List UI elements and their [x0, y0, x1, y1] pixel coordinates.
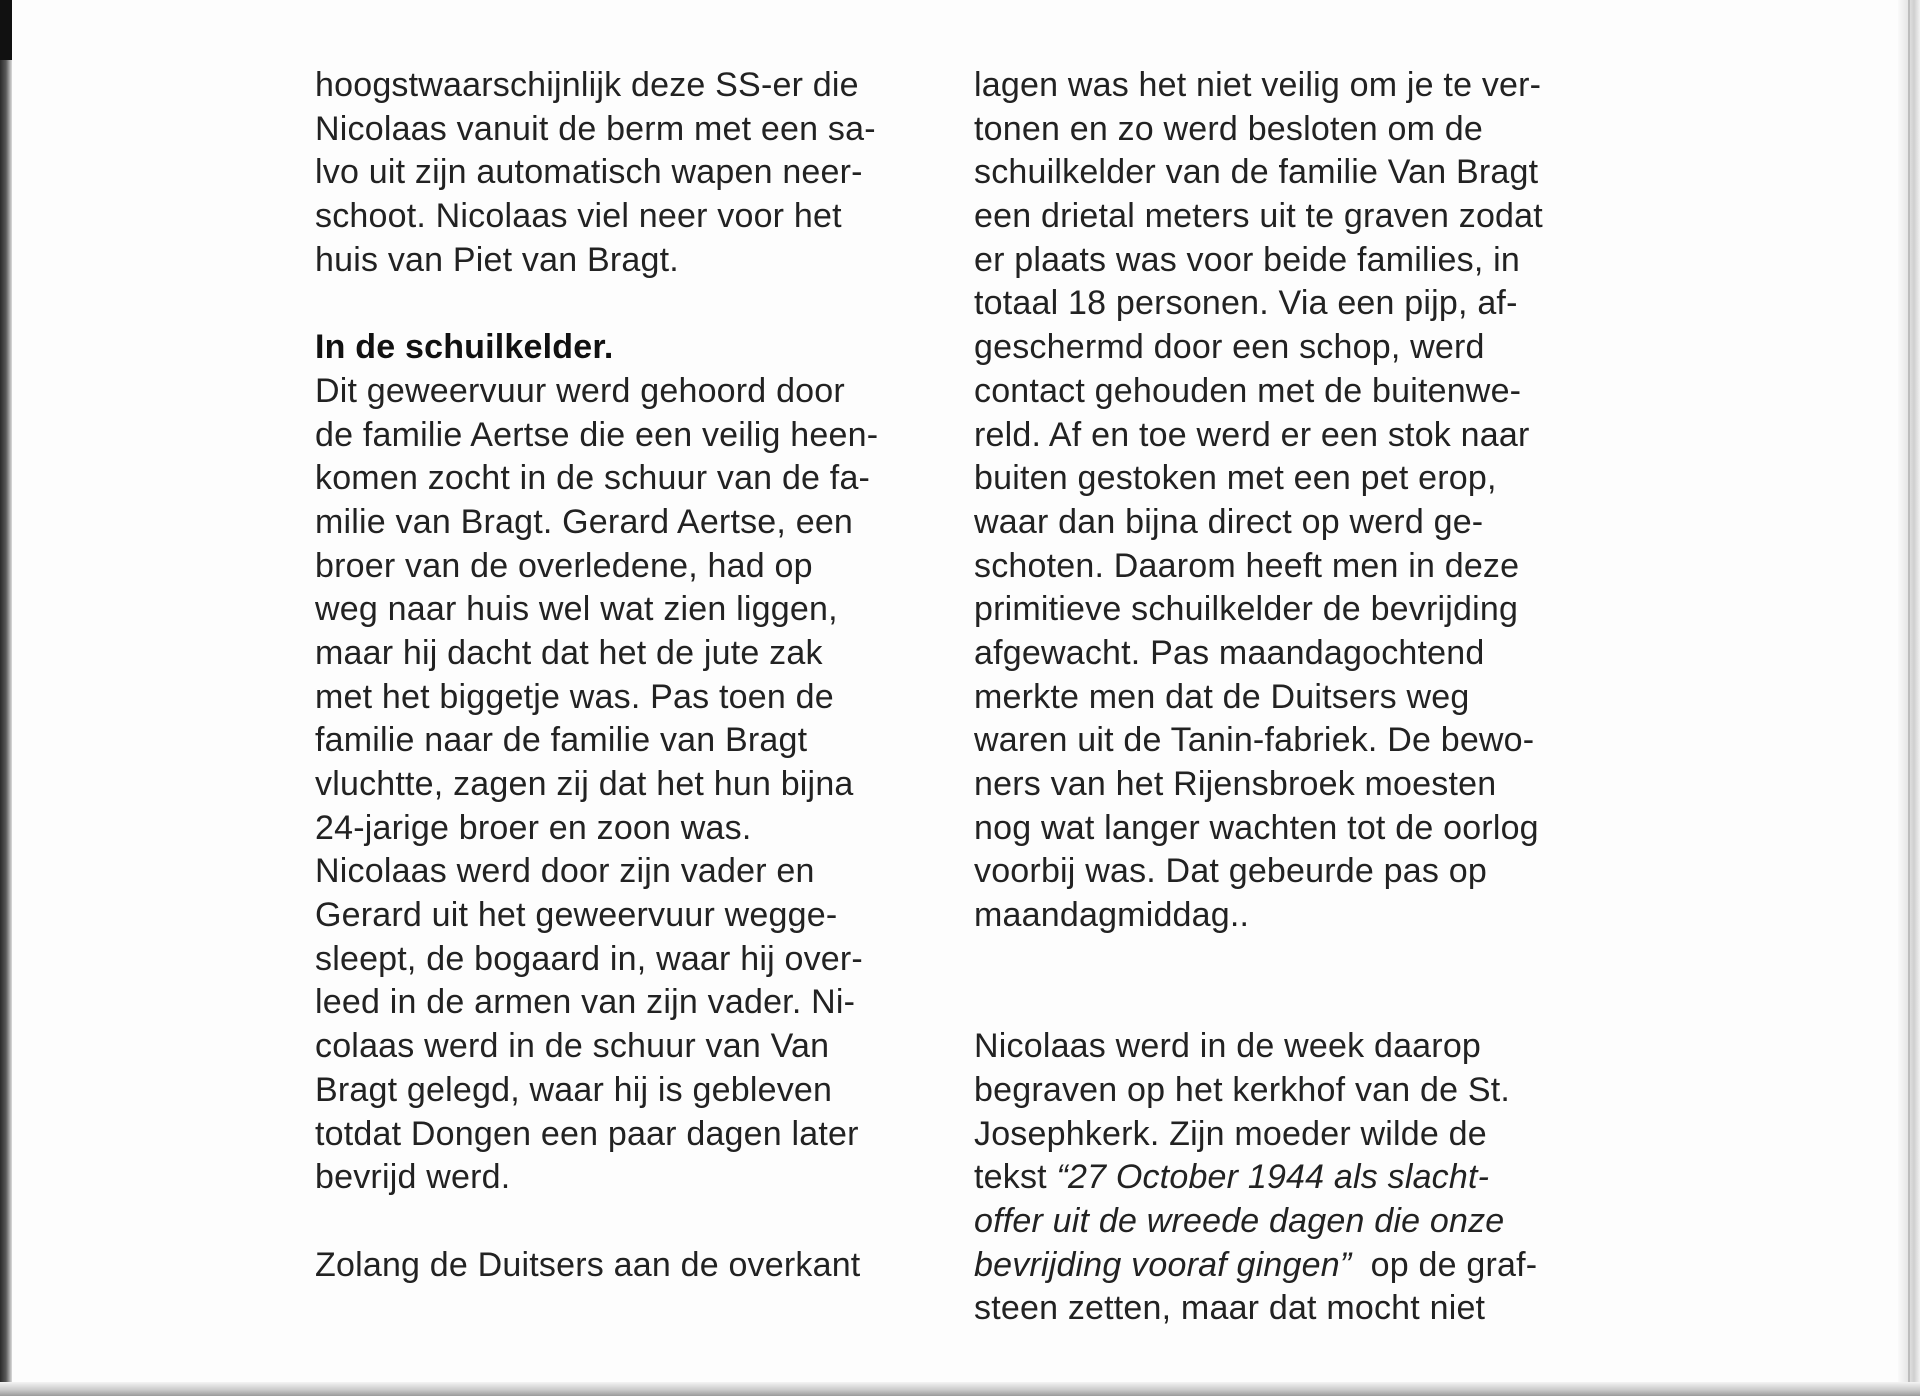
text-line: Nicolaas werd in de week daarop: [974, 1027, 1482, 1066]
text-run: tekst: [974, 1158, 1057, 1197]
paragraph-spacer: [315, 282, 955, 326]
text-line: colaas werd in de schuur van Van: [315, 1027, 830, 1066]
text-line: huis van Piet van Bragt.: [315, 240, 679, 279]
text-line: nog wat langer wachten tot de oorlog: [974, 808, 1539, 847]
text-line: er plaats was voor beide families, in: [974, 240, 1520, 279]
text-line: leed in de armen van zijn vader. Ni-: [315, 983, 856, 1022]
text-line: met het biggetje was. Pas toen de: [315, 677, 834, 716]
paragraph-spacer: [315, 1200, 955, 1244]
text-line: familie naar de familie van Bragt: [315, 721, 808, 760]
text-line: lagen was het niet veilig om je te ver-: [974, 66, 1542, 104]
text-line: reld. Af en toe werd er een stok naar: [974, 415, 1530, 454]
text-line: Gerard uit het geweervuur wegge-: [315, 896, 838, 935]
text-line: waren uit de Tanin-fabriek. De bewo-: [974, 721, 1535, 760]
text-line: ners van het Rijensbroek moesten: [974, 765, 1497, 803]
text-line: Bragt gelegd, waar hij is gebleven: [315, 1070, 833, 1109]
scan-right-line: [1908, 0, 1910, 1396]
text-line: Zolang de Duitsers aan de overkant: [315, 1245, 861, 1284]
left-column: [315, 64, 955, 1287]
text-line: Nicolaas vanuit de berm met een sa-: [315, 109, 876, 148]
quoted-epitaph: “27 October 1944 als slacht-: [1056, 1158, 1490, 1197]
text-line: afgewacht. Pas maandagochtend: [974, 633, 1485, 672]
text-line: maar hij dacht dat het de jute zak: [315, 633, 823, 672]
quoted-epitaph: bevrijding vooraf gingen”: [974, 1245, 1352, 1284]
text-line: tonen en zo werd besloten om de: [974, 109, 1483, 148]
text-line: de familie Aertse die een veilig heen-: [315, 415, 879, 454]
scan-left-edge: [0, 0, 12, 1396]
text-line: schoot. Nicolaas viel neer voor het: [315, 197, 842, 236]
text-line: Josephkerk. Zijn moeder wilde de: [974, 1114, 1487, 1153]
text-line: maandagmiddag..: [974, 896, 1250, 935]
text-line: broer van de overledene, had op: [315, 546, 813, 585]
text-line: lvo uit zijn automatisch wapen neer-: [315, 153, 863, 192]
text-line: milie van Bragt. Gerard Aertse, een: [315, 502, 854, 541]
text-line: waar dan bijna direct op werd ge-: [974, 502, 1484, 541]
paragraph-spacer: [974, 938, 1614, 982]
scan-bottom-edge: [0, 1382, 1920, 1396]
text-line: hoogstwaarschijnlijk deze SS-er die: [315, 66, 859, 104]
text-line: Dit geweervuur werd gehoord door: [315, 371, 845, 410]
text-line: [974, 1156, 1614, 1200]
text-run: op de graf-: [1351, 1245, 1538, 1284]
text-line: 24-jarige broer en zoon was.: [315, 808, 752, 847]
text-line: primitieve schuilkelder de bevrijding: [974, 590, 1519, 629]
text-line: begraven op het kerkhof van de St.: [974, 1070, 1511, 1109]
text-line: totaal 18 personen. Via een pijp, af-: [974, 284, 1518, 323]
text-line: [974, 1244, 1614, 1288]
text-line: bevrijd werd.: [315, 1158, 511, 1197]
text-line: schoten. Daarom heeft men in deze: [974, 546, 1520, 585]
section-heading: In de schuilkelder.: [315, 328, 614, 367]
text-line: Nicolaas werd door zijn vader en: [315, 852, 815, 891]
text-line: geschermd door een schop, werd: [974, 328, 1485, 367]
text-line: schuilkelder van de familie Van Bragt: [974, 153, 1539, 192]
text-line: totdat Dongen een paar dagen later: [315, 1114, 859, 1153]
text-line: steen zetten, maar dat mocht niet: [974, 1289, 1486, 1328]
right-column: [974, 64, 1614, 1331]
text-line: voorbij was. Dat gebeurde pas op: [974, 852, 1487, 891]
text-line: merkte men dat de Duitsers weg: [974, 677, 1470, 716]
text-line: een drietal meters uit te graven zodat: [974, 197, 1543, 236]
quoted-epitaph: offer uit de wreede dagen die onze: [974, 1201, 1505, 1240]
text-line: sleept, de bogaard in, waar hij over-: [315, 939, 863, 978]
paragraph-spacer: [974, 981, 1614, 1025]
text-line: contact gehouden met de buitenwe-: [974, 371, 1522, 410]
text-line: buiten gestoken met een pet erop,: [974, 459, 1497, 498]
text-line: vluchtte, zagen zij dat het hun bijna: [315, 765, 854, 803]
text-line: weg naar huis wel wat zien liggen,: [315, 590, 838, 629]
text-line: komen zocht in de schuur van de fa-: [315, 459, 871, 498]
